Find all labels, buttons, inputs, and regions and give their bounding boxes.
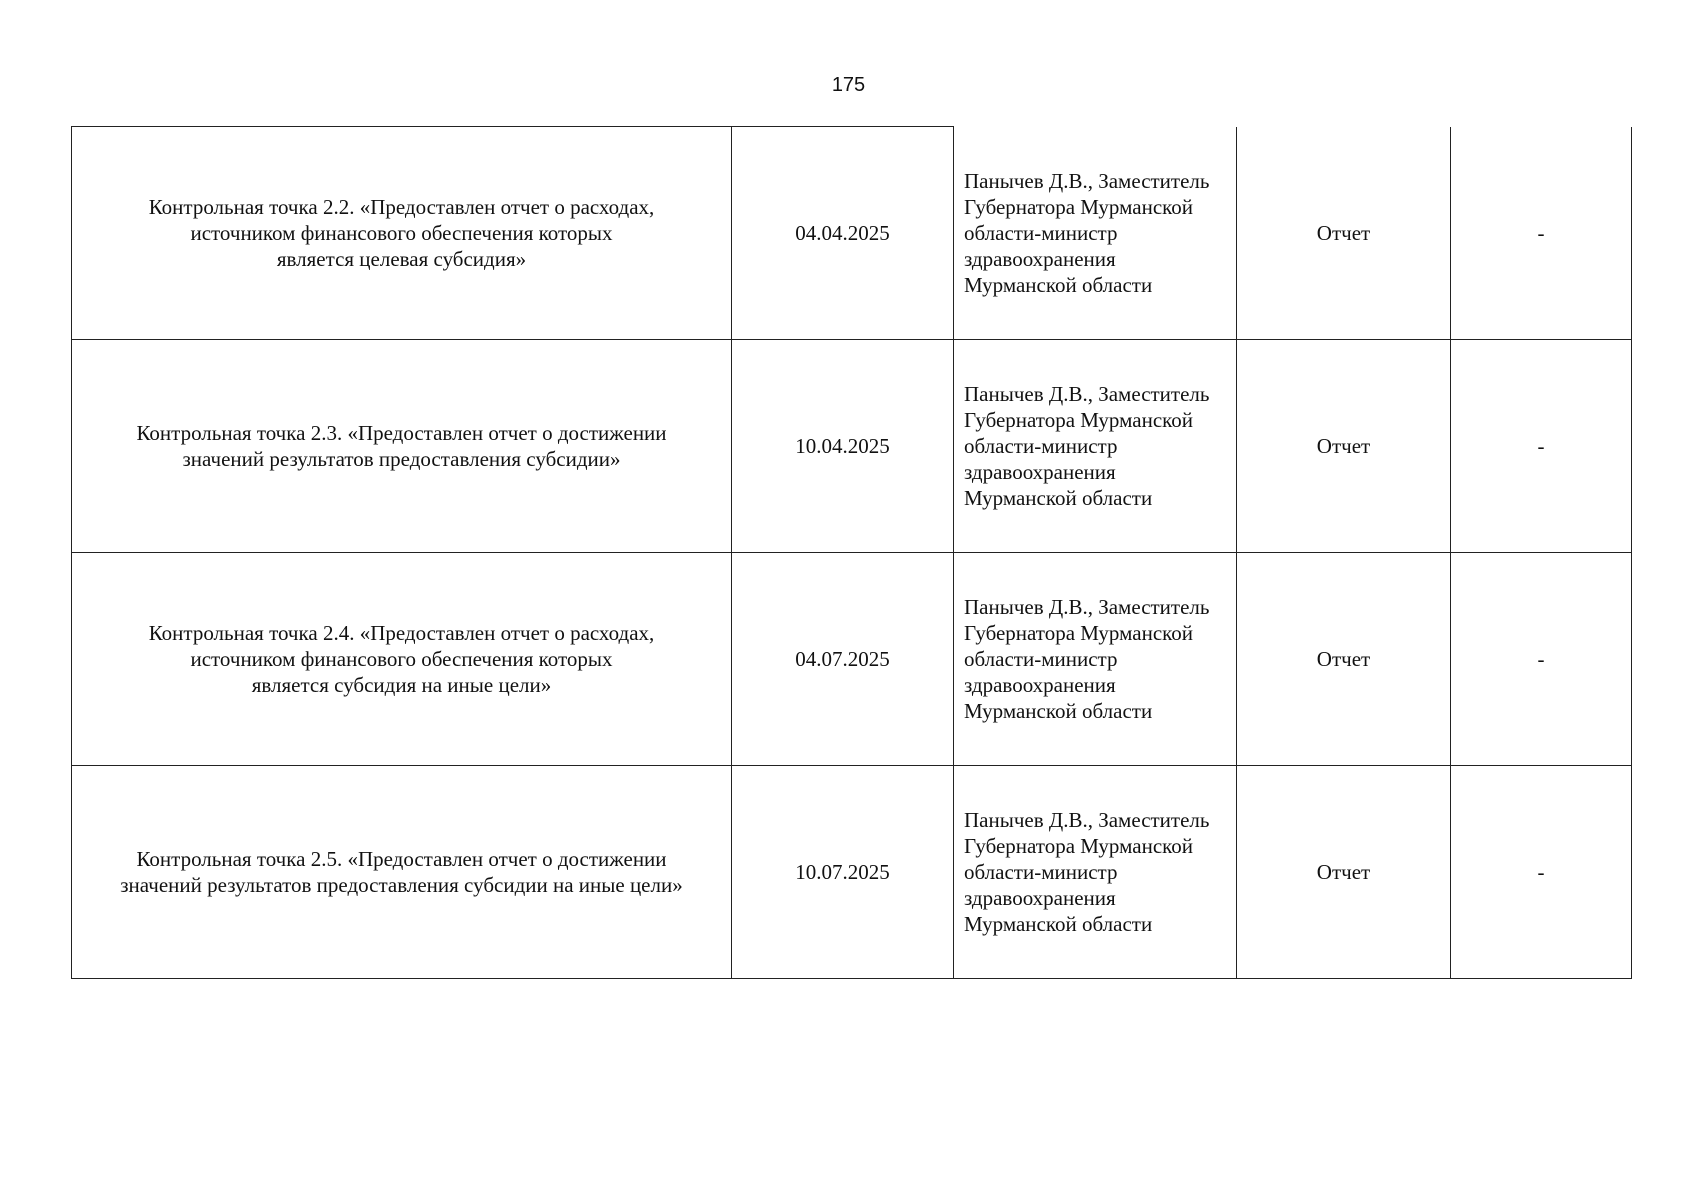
- deadline-date-cell: 04.04.2025: [732, 127, 954, 340]
- table-row: [72, 340, 1632, 553]
- control-point-name-line: Контрольная точка 2.4. «Предоставлен отчет о расходах,: [148, 621, 655, 645]
- note-cell: -: [1451, 766, 1632, 979]
- table-row: [72, 766, 1632, 979]
- deadline-date-cell: 10.04.2025: [732, 340, 954, 553]
- control-point-name-line: значений результатов предоставления субсидии на иные цели»: [120, 873, 683, 897]
- deadline-date-cell: 04.07.2025: [732, 553, 954, 766]
- table-row: [72, 553, 1632, 766]
- document-type-cell: Отчет: [1237, 127, 1451, 340]
- responsible-person-cell: Панычев Д.В., Заместитель Губернатора Мурманской области-министр здравоохранения Мурманской области: [954, 127, 1237, 340]
- control-point-name-line: источником финансового обеспечения которых: [190, 221, 613, 245]
- control-point-name-cell: [72, 553, 732, 766]
- note-cell: -: [1451, 553, 1632, 766]
- control-point-name-cell: [72, 127, 732, 340]
- page-number: 175: [831, 74, 866, 96]
- control-point-name-line: Контрольная точка 2.2. «Предоставлен отчет о расходах,: [148, 195, 655, 219]
- document-type-cell: Отчет: [1237, 340, 1451, 553]
- control-point-name-line: является целевая субсидия»: [276, 247, 527, 271]
- control-point-name-cell: [72, 766, 732, 979]
- control-points-table: [71, 126, 1632, 979]
- control-point-name-cell: [72, 340, 732, 553]
- document-type-cell: Отчет: [1237, 553, 1451, 766]
- responsible-person-cell: Панычев Д.В., Заместитель Губернатора Мурманской области-министр здравоохранения Мурманской области: [954, 553, 1237, 766]
- note-cell: -: [1451, 127, 1632, 340]
- note-cell: -: [1451, 340, 1632, 553]
- control-point-name-line: Контрольная точка 2.5. «Предоставлен отчет о достижении: [136, 847, 667, 871]
- control-point-name-line: Контрольная точка 2.3. «Предоставлен отчет о достижении: [136, 421, 667, 445]
- document-type-cell: Отчет: [1237, 766, 1451, 979]
- deadline-date-cell: 10.07.2025: [732, 766, 954, 979]
- control-point-name-line: является субсидия на иные цели»: [251, 673, 552, 697]
- control-point-name-line: значений результатов предоставления субсидии»: [182, 447, 621, 471]
- responsible-person-cell: Панычев Д.В., Заместитель Губернатора Мурманской области-министр здравоохранения Мурманской области: [954, 340, 1237, 553]
- control-point-name-line: источником финансового обеспечения которых: [190, 647, 613, 671]
- table-row: [72, 127, 1632, 340]
- responsible-person-cell: Панычев Д.В., Заместитель Губернатора Мурманской области-министр здравоохранения Мурманской области: [954, 766, 1237, 979]
